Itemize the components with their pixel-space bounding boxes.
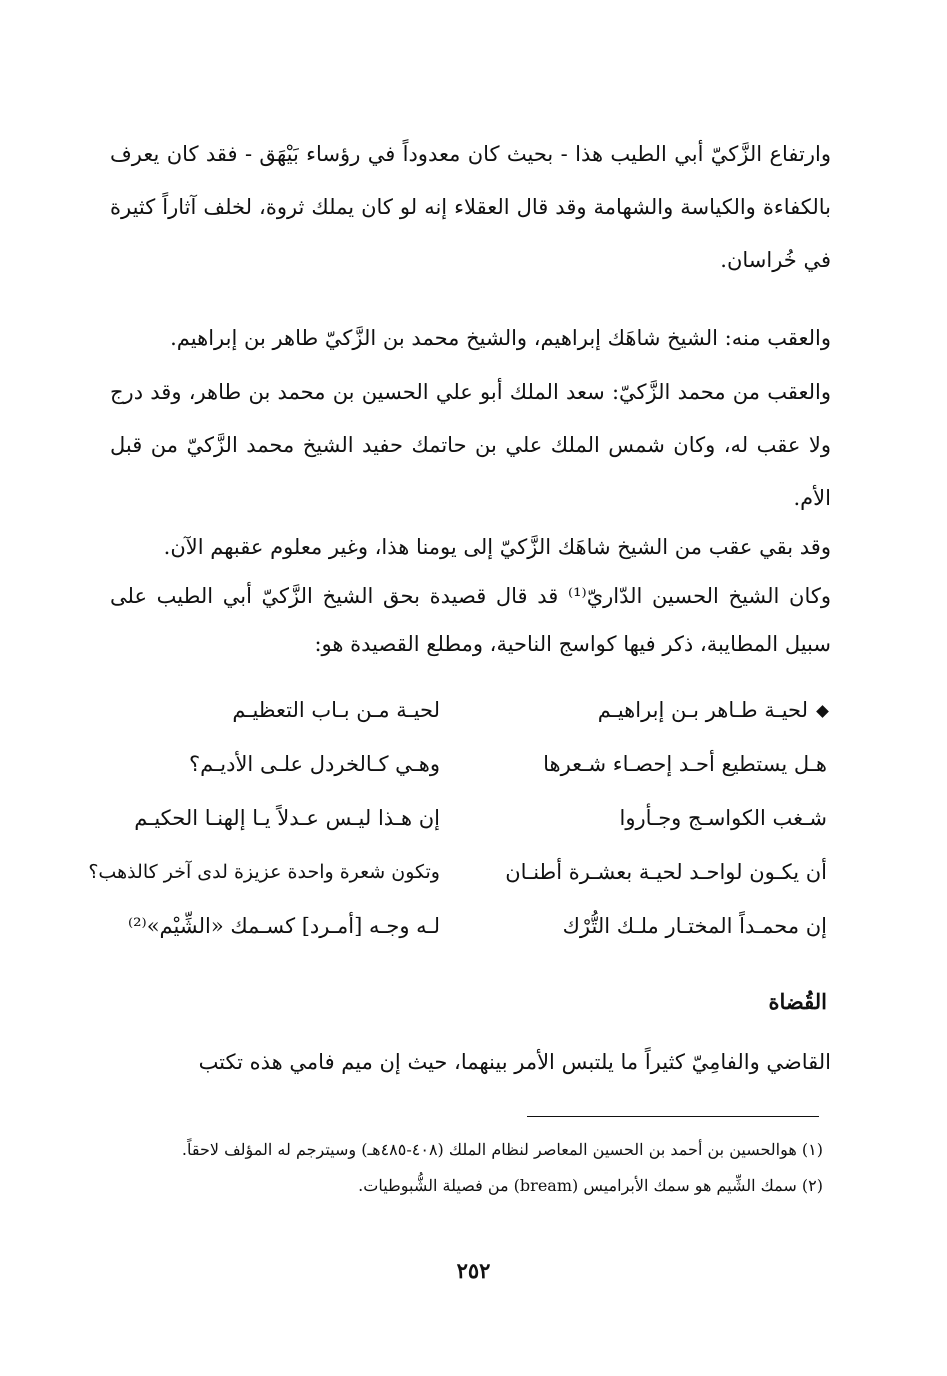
verse-second-hemistich: لـه وجـه [أمـرد] كسـمك «الشِّيْم»⁽²⁾ <box>127 914 440 938</box>
verse-second-hemistich: لحيـة مـن بـاب التعظيـم <box>232 698 440 722</box>
paragraph-2 <box>110 312 831 365</box>
verse-second-hemistich: وتكون شعرة واحدة عزيزة لدى آخر كالذهب؟ <box>88 861 440 883</box>
paragraph-3 <box>110 366 831 525</box>
footnote-divider <box>527 1116 819 1117</box>
paragraph-4-text: وقد بقي عقب من الشيخ شاهَك الزَّكيّ إلى يومنا هذا، وغير معلوم عقبهم الآن. <box>163 535 831 559</box>
verse-first-hemistich: لحيـة طـاهر بـن إبراهيـم <box>597 698 808 722</box>
poem-verse <box>110 791 827 845</box>
page-number: ٢٥٢ <box>456 1258 491 1283</box>
footnote-2: (٢) سمك الشِّيم هو سمك الأبراميس (bream) من فصيلة الشُّبوطيات. <box>358 1176 823 1195</box>
paragraph-4 <box>110 523 831 571</box>
poem-verse <box>110 737 827 791</box>
verse-first-hemistich: أن يكـون لواحـد لحيـة بعشـرة أطنـان <box>505 860 827 884</box>
paragraph-1 <box>110 128 831 287</box>
paragraph-1-text: وارتفاع الزَّكيّ أبي الطيب هذا - بحيث كان معدوداً في رؤساء بَيْهَق - فقد كان يعرف بالكفاءة والكياسة والشهامة وقد قال العقلاء إنه لو كان يملك ثروة، لخلف آثاراً كثيرة في خُراسان. <box>110 142 831 272</box>
verse-second-hemistich: إن هـذا ليـس عـدلاً يـا إلهنـا الحكيـم <box>134 806 440 830</box>
paragraph-3-text: والعقب من محمد الزَّكيّ: سعد الملك أبو علي الحسين بن محمد بن طاهر، وقد درج ولا عقب له، وكان شمس الملك علي بن حاتمك حفيد الشيخ محمد الزَّكيّ من قبل الأم. <box>110 380 831 510</box>
verse-first-hemistich: شـغب الكواسـج وجـأروا <box>619 806 827 830</box>
poem <box>88 683 827 953</box>
verse-second-hemistich: وهـي كـالخردل علـى الأديـم؟ <box>188 752 440 776</box>
poem-verse <box>110 899 827 953</box>
poem-verse <box>88 845 827 899</box>
verse-first-hemistich: إن محمـداً المختـار ملـك التُّرْك <box>562 914 827 938</box>
diamond-bullet-icon <box>816 705 829 718</box>
paragraph-5-text: وكان الشيخ الحسين الدّاريّ⁽¹⁾ قد قال قصيدة بحق الشيخ الزَّكيّ أبي الطيب على سبيل المطايبة، ذكر فيها كواسج الناحية، ومطلع القصيدة هو: <box>110 584 831 656</box>
footnotes <box>110 1132 823 1204</box>
paragraph-6 <box>110 1036 831 1089</box>
section-heading: القُضاة <box>768 989 827 1014</box>
paragraph-2-text: والعقب منه: الشيخ شاهَك إبراهيم، والشيخ محمد بن الزَّكيّ طاهر بن إبراهيم. <box>170 326 831 350</box>
paragraph-6-text: القاضي والفامِيّ كثيراً ما يلتبس الأمر بينهما، حيث إن ميم فامي هذه تكتب <box>198 1050 831 1074</box>
paragraph-5 <box>110 572 831 668</box>
verse-first-hemistich: هـل يستطيع أحـد إحصـاء شـعرها <box>543 752 827 776</box>
poem-verse <box>110 683 827 737</box>
footnote-1: (١) هوالحسين بن أحمد بن الحسين المعاصر لنظام الملك (٤٠٨-٤٨٥هـ) وسيترجم له المؤلف لاحقاً. <box>181 1140 823 1159</box>
